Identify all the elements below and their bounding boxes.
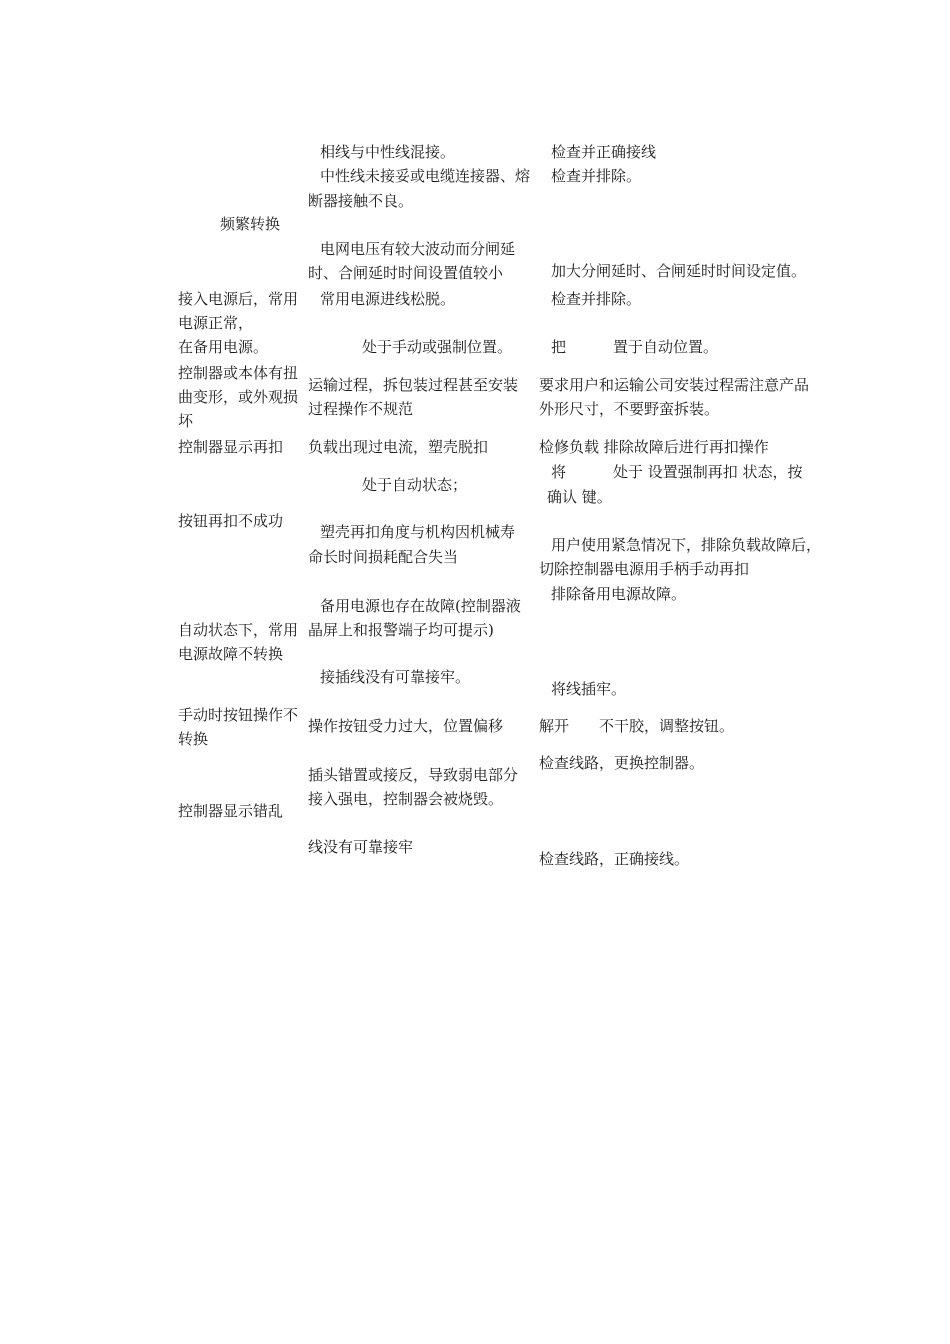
symptom-backup-line2: 电源正常， xyxy=(178,314,254,332)
fix-manual-reset-line2: 切除控制器电源用手柄手动再扣 xyxy=(539,560,750,578)
fix-check-eliminate-2: 检查并排除。 xyxy=(551,290,642,308)
cause-overcurrent-trip: 负载出现过电流，塑壳脱扣 xyxy=(308,438,489,456)
cause-neutral-loose-line2: 断器接触不良。 xyxy=(308,192,414,210)
fix-plug-firmly: 将线插牢。 xyxy=(551,680,627,698)
fix-forced-reset-b: 处于 设置强制再扣 状态，按 xyxy=(613,463,803,481)
cause-voltage-fluctuation-line1: 电网电压有较大波动而分闸延 xyxy=(320,240,516,258)
symptom-deform-line3: 坏 xyxy=(178,412,194,430)
cause-mechanical-wear-line1: 塑壳再扣角度与机构因机械寿 xyxy=(320,523,516,541)
fix-repair-load: 检修负载 排除故障后进行再扣操作 xyxy=(539,438,769,456)
symptom-display-reset: 控制器显示再扣 xyxy=(178,438,284,456)
symptom-auto-fail-line1: 自动状态下，常用 xyxy=(178,621,299,639)
fix-forced-reset-a: 将 xyxy=(551,463,567,481)
cause-plug-reversed-line1: 插头错置或接反，导致弱电部分 xyxy=(308,766,519,784)
cause-transport-line1: 运输过程，拆包装过程甚至安装 xyxy=(308,376,519,394)
cause-backup-fault-line2: 晶屏上和报警端子均可提示) xyxy=(308,621,494,639)
fix-backup-fault: 排除备用电源故障。 xyxy=(551,585,687,603)
symptom-auto-fail-line2: 电源故障不转换 xyxy=(178,645,284,663)
cause-auto-state: 处于自动状态； xyxy=(362,476,468,494)
symptom-deform-line1: 控制器或本体有扭 xyxy=(178,364,299,382)
fix-increase-delay: 加大分闸延时、合闸延时时间设定值。 xyxy=(551,262,807,280)
fix-check-eliminate: 检查并排除。 xyxy=(551,167,642,185)
fix-forced-reset-line2: 确认 键。 xyxy=(547,488,612,506)
fix-set-auto-a: 把 xyxy=(551,338,567,356)
fix-replace-controller: 检查线路，更换控制器。 xyxy=(539,754,705,772)
cause-neutral-loose-line1: 中性线未接妥或电缆连接器、熔 xyxy=(320,167,531,185)
cause-main-power-loose: 常用电源进线松脱。 xyxy=(320,290,456,308)
symptom-manual-fail-line1: 手动时按钮操作不 xyxy=(178,706,299,724)
symptom-manual-fail-line2: 转换 xyxy=(178,730,209,748)
cause-button-offset: 操作按钮受力过大，位置偏移 xyxy=(308,717,504,735)
fix-manual-reset-line1: 用户使用紧急情况下，排除负载故障后， xyxy=(551,536,822,554)
cause-plug-loose: 接插线没有可靠接牢。 xyxy=(320,668,471,686)
cause-plug-reversed-line2: 接入强电，控制器会被烧毁。 xyxy=(308,790,504,808)
cause-phase-neutral-mixed: 相线与中性线混接。 xyxy=(320,143,456,161)
cause-transport-line2: 过程操作不规范 xyxy=(308,400,414,418)
fix-adjust-button-a: 解开 xyxy=(539,717,570,735)
fix-careful-install-line1: 要求用户和运输公司安装过程需注意产品 xyxy=(539,376,810,394)
cause-wire-loose: 线没有可靠接牢 xyxy=(308,838,414,856)
fix-rewire-correctly: 检查线路，正确接线。 xyxy=(539,850,690,868)
symptom-backup-line1: 接入电源后，常用 xyxy=(178,290,299,308)
fix-check-rewire: 检查并正确接线 xyxy=(551,143,657,161)
symptom-deform-line2: 曲变形，或外观损 xyxy=(178,388,299,406)
cause-voltage-fluctuation-line2: 时、合闸延时时间设置值较小 xyxy=(308,264,504,282)
symptom-backup-line3: 在备用电源。 xyxy=(178,338,269,356)
symptom-frequent-switching: 频繁转换 xyxy=(220,215,281,233)
cause-backup-fault-line1: 备用电源也存在故障(控制器液 xyxy=(320,597,521,615)
cause-manual-forced-position: 处于手动或强制位置。 xyxy=(362,338,513,356)
symptom-display-error: 控制器显示错乱 xyxy=(178,802,284,820)
fix-set-auto-b: 置于自动位置。 xyxy=(613,338,719,356)
symptom-reset-fail: 按钮再扣不成功 xyxy=(178,512,284,530)
fix-adjust-button-b: 不干胶，调整按钮。 xyxy=(599,717,735,735)
cause-mechanical-wear-line2: 命长时间损耗配合失当 xyxy=(308,548,459,566)
fix-careful-install-line2: 外形尺寸，不要野蛮拆装。 xyxy=(539,400,720,418)
